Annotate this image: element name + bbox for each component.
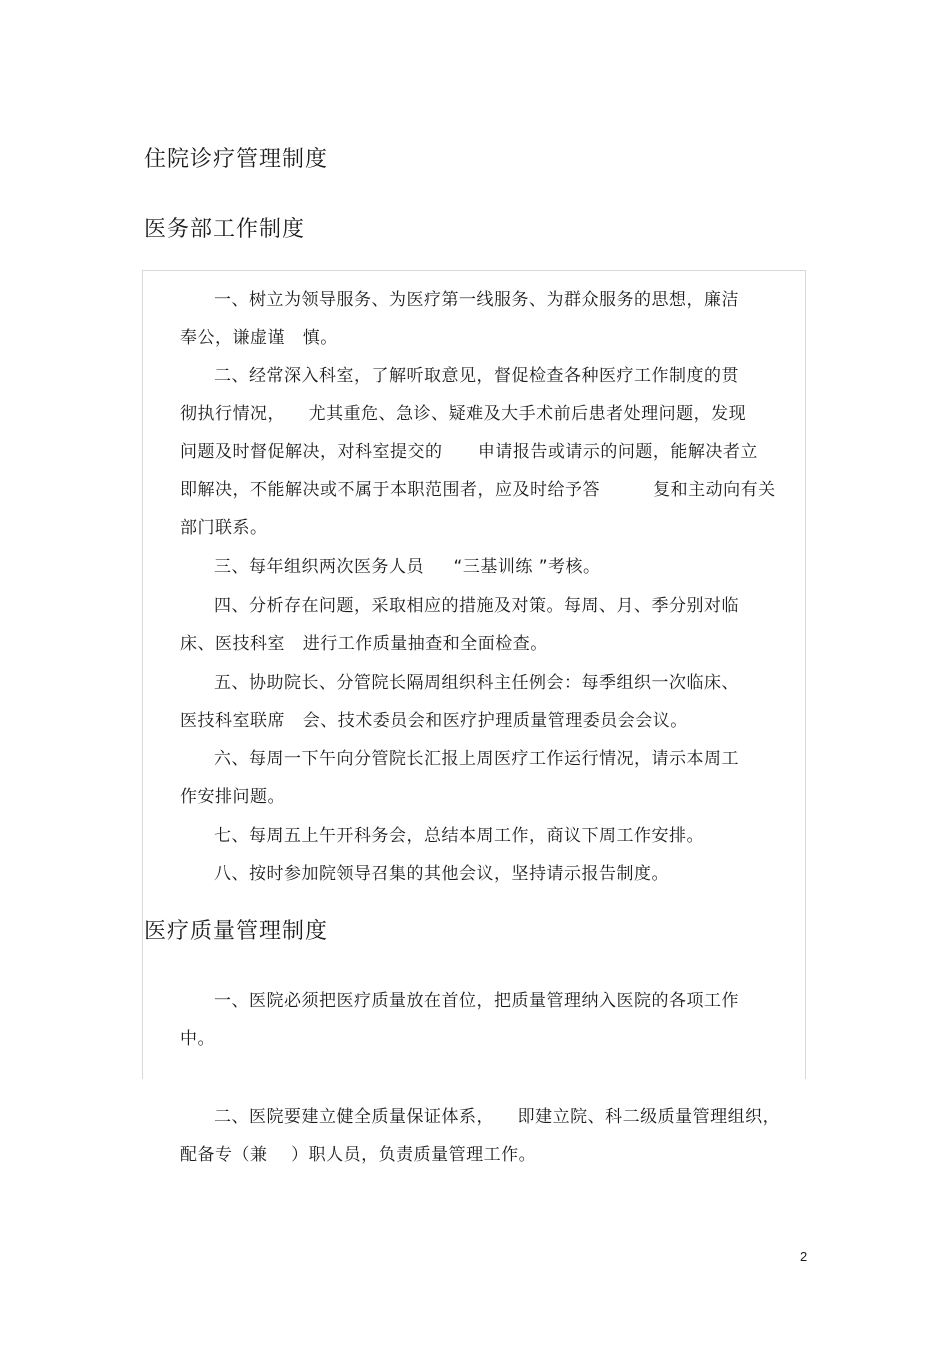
heading-quality-management: 医疗质量管理制度 [144, 919, 329, 944]
paragraph-line: 一、医院必须把医疗质量放在首位，把质量管理纳入医院的各项工作 [214, 991, 739, 1011]
heading-medical-affairs: 医务部工作制度 [144, 217, 306, 242]
paragraph-line: 即解决，不能解决或不属于本职范围者，应及时给予答 复和主动向有关 [180, 480, 776, 500]
paragraph-line: 问题及时督促解决，对科室提交的 申请报告或请示的问题，能解决者立 [180, 442, 758, 462]
paragraph-line: 五、协助院长、分管院长隔周组织科主任例会：每季组织一次临床、 [214, 673, 739, 693]
paragraph-line: 七、每周五上午开科务会，总结本周工作，商议下周工作安排。 [214, 826, 704, 846]
paragraph-line: 六、每周一下午向分管院长汇报上周医疗工作运行情况，请示本周工 [214, 749, 739, 769]
paragraph-line: 一、树立为领导服务、为医疗第一线服务、为群众服务的思想，廉洁 [214, 290, 739, 310]
paragraph-line: 八、按时参加院领导召集的其他会议，坚持请示报告制度。 [214, 864, 669, 884]
paragraph-line: 作安排问题。 [180, 787, 285, 807]
paragraph-line: 二、医院要建立健全质量保证体系， 即建立院、科二级质量管理组织， [214, 1107, 781, 1127]
paragraph-line: 彻执行情况， 尤其重危、急诊、疑难及大手术前后患者处理问题，发现 [180, 404, 747, 424]
heading-inpatient-management: 住院诊疗管理制度 [144, 147, 329, 172]
paragraph-line: 四、分析存在问题，采取相应的措施及对策。每周、月、季分别对临 [214, 596, 739, 616]
paragraph-line: 床、医技科室 进行工作质量抽查和全面检查。 [180, 634, 548, 654]
paragraph-line: 中。 [180, 1029, 215, 1049]
paragraph-line: 配备专（兼 ）职人员，负责质量管理工作。 [180, 1145, 537, 1165]
paragraph-line: 医技科室联席 会、技术委员会和医疗护理质量管理委员会会议。 [180, 711, 688, 731]
paragraph-line: 部门联系。 [180, 518, 268, 538]
paragraph-line: 奉公，谦虚谨 慎。 [180, 328, 338, 348]
paragraph-line: 二、经常深入科室，了解听取意见，督促检查各种医疗工作制度的贯 [214, 366, 739, 386]
paragraph-line: 三、每年组织两次医务人员 “三基训练 ”考核。 [214, 557, 601, 577]
page-number: 2 [800, 1249, 808, 1264]
